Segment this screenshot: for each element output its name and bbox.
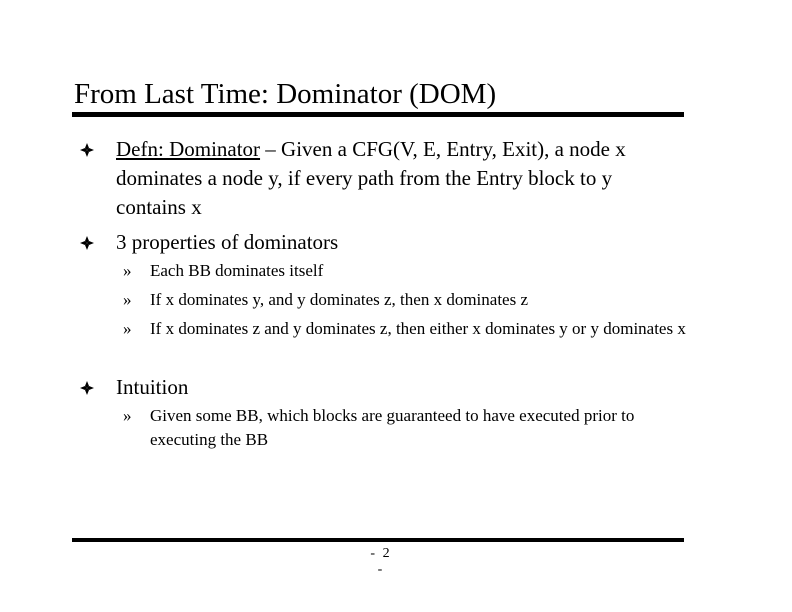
bullet-intuition: Intuition [116,375,189,399]
sub-marker: » [123,406,132,425]
sub-item-property-2: If x dominates y, and y dominates z, then x dominates z [150,290,529,309]
definition-text: – Given a CFG(V, E, Entry, Exit), a node x dominates a node y, if every path from the Entry block to y contains x [116,137,626,219]
sub-item-intuition-1: Given some BB, which blocks are guaranteed to have executed prior to executing the BB [150,406,635,449]
definition-term: Defn: Dominator [116,137,261,161]
bullet-diamond-icon [80,143,94,157]
title-rule [72,112,684,117]
bullet-properties: 3 properties of dominators [116,230,339,254]
footer-rule [72,538,684,542]
sub-marker: » [123,261,132,280]
page-number: - 2 - [370,546,392,577]
sub-marker: » [123,290,132,309]
sub-item-property-3: If x dominates z and y dominates z, then either x dominates y or y dominates x [150,319,686,338]
sub-item-property-1: Each BB dominates itself [150,261,324,280]
sub-marker: » [123,319,132,338]
bullet-diamond-icon [80,236,94,250]
bullet-diamond-icon [80,381,94,395]
bullet-definition [116,135,676,222]
slide-title: From Last Time: Dominator (DOM) [74,78,497,110]
